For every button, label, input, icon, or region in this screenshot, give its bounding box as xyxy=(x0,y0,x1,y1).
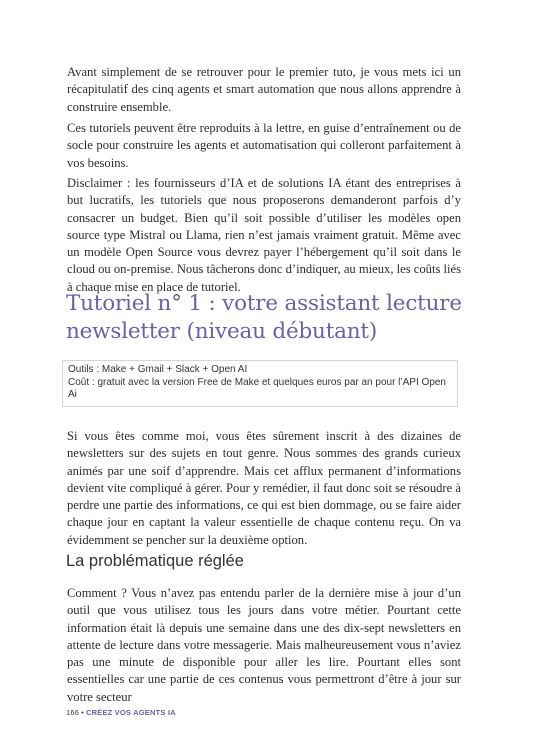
page-footer xyxy=(66,708,176,718)
cost-line: Coût : gratuit avec la version Free de Make et quelques euros par an pour l’API Open Ai xyxy=(68,376,446,400)
tools-line: Outils : Make + Gmail + Slack + Open AI xyxy=(68,364,248,375)
paragraph-intro: Avant simplement de se retrouver pour le premier tuto, je vous mets ici un récapitulatif des cinq agents et smart automation que nous allons apprendre à construire ensemble. xyxy=(67,65,461,114)
tutorial-heading: Tutoriel n° 1 : votre assistant lecture newsletter (niveau débutant) xyxy=(66,291,462,344)
page-number: 166 xyxy=(66,708,80,717)
paragraph-problem: Comment ? Vous n’avez pas entendu parler de la dernière mise à jour d’un outil que vous utilisez tous les jours dans votre métier. Pourtant cette information était là depuis une semaine dans une des dix-sept newsletters en attente de lecture dans votre messagerie. Mais malheureusement vous n’aviez pas une minute de disponible pour aller les lire. Pourtant elles sont essentielles car une partie de ces contenus vous permettront d’être à jour sur votre secteur xyxy=(67,586,461,704)
section-heading: La problématique réglée xyxy=(66,552,244,570)
paragraph-newsletters: Si vous êtes comme moi, vous êtes sûrement inscrit à des dizaines de newsletters sur des sujets en tout genre. Nous sommes des grands curieux animés par une soif d’apprendre. Mais cet afflux permanent d’informations devient vite compliqué à gérer. Pour y remédier, il faut donc soit se résoudre à perdre une partie des informations, ce qui est bien dommage, ou se faire aider chaque jour en captant la valeur essentielle de chaque contenu reçu. On va évidemment se pencher sur la deuxième option. xyxy=(67,429,461,547)
book-title: CRÉEZ VOS AGENTS IA xyxy=(85,708,176,717)
paragraph-reproduce: Ces tutoriels peuvent être reproduits à la lettre, en guise d’entraînement ou de socle pour construire les agents et automatisation qui colleront parfaitement à vos besoins. xyxy=(67,121,461,170)
paragraph-disclaimer: Disclaimer : les fournisseurs d’IA et de solutions IA étant des entreprises à but lucratifs, les tutoriels que nous proposerons demanderont parfois d’y consacrer un budget. Bien qu’il soit possible d’utiliser les modèles open source type Mistral ou Llama, rien n’est jamais vraiment gratuit. Même avec un modèle Open Source vous devrez payer l’hébergement qu’il soit dans le cloud ou on-premise. Nous tâcherons donc d’indiquer, au mieux, les coûts liés à chaque mise en place de tutoriel. xyxy=(67,176,462,294)
tools-info-box xyxy=(62,360,458,407)
footer-separator: • xyxy=(81,708,84,717)
